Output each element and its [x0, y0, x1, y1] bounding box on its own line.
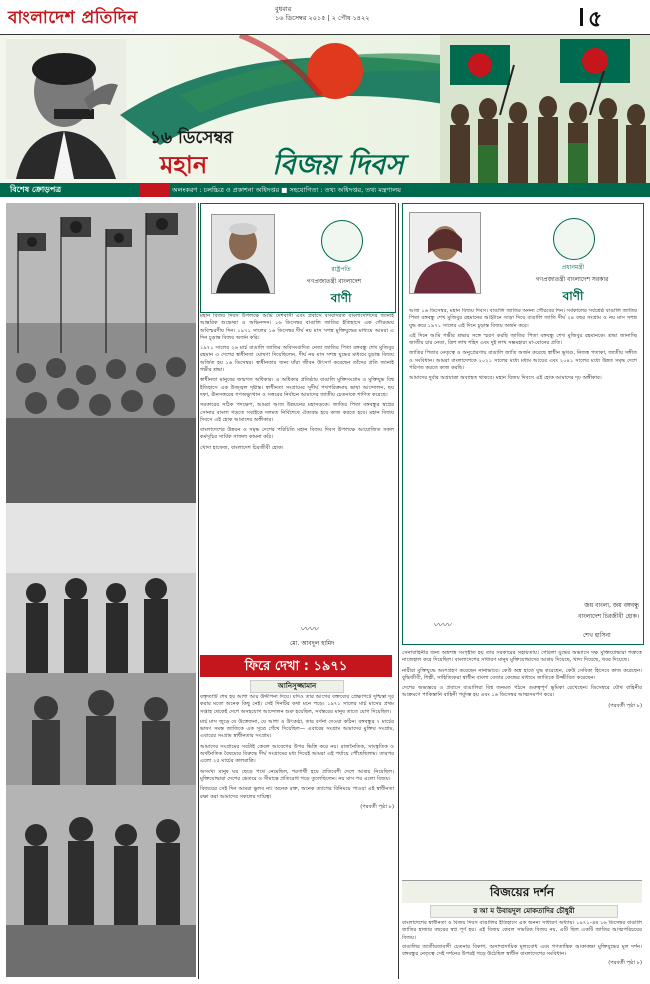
bijoyer-darshan-text	[402, 920, 642, 980]
banner-title-victory-day: বিজয় দিবস	[272, 148, 404, 181]
bijoyer-darshan-banner	[402, 880, 642, 903]
pm-para-4: আমাদের দুর্বার অগ্রযাত্রা অব্যাহত থাকবে। মহান বিজয় দিবসে এই হোক আমাদের দৃঢ় অঙ্গীকার।	[409, 375, 602, 382]
pm-portrait-graphic	[410, 213, 480, 293]
newspaper-name: বাংলাদেশ প্রতিদিন	[8, 8, 138, 28]
president-message-text	[200, 313, 394, 650]
pm-message-title: বাণী	[562, 289, 584, 303]
freedom-fighters-illustration	[440, 35, 650, 183]
president-closing: খোদা হাফেজ, বাংলাদেশ চিরজীবী হোক।	[200, 444, 284, 451]
pm-para-2: এই দিনে আমি গভীর শ্রদ্ধার সঙ্গে স্মরণ করছি জাতির পিতা বঙ্গবন্ধু শেখ মুজিবুর রহমানকে। শ্রদ্ধা জানাচ্ছি জাতীয় চার নেতা, ত্রিশ লাখ শহিদ এবং দুই লাখ সম্ভ্রমহারা মা-বোনের প্রতি।	[409, 332, 637, 347]
masthead	[0, 0, 650, 35]
special-supplement-label: বিশেষ ক্রোড়পত্র	[10, 185, 62, 194]
right-para-3: দেশের অভ্যন্তরে ও প্রবাসে বাঙালিরা বিশ্ব জনমত গঠনে গুরুত্বপূর্ণ ভূমিকা রেখেছেন। ডিসেম্বরে যৌথ বাহিনীর আক্রমণে পাকিস্তানি বাহিনী পর্যুদস্ত হয় এবং ১৬ ডিসেম্বর আত্মসমর্পণ করে।	[402, 685, 642, 699]
pm-office: প্রধানমন্ত্রী	[561, 264, 585, 271]
fighters-photo	[6, 785, 196, 977]
page-number-bar	[580, 8, 583, 26]
right-para-1: সেনাবাহিনীর জন্য অস্ত্রশস্ত্র সংগৃহীত হয় তার সরকারের সহায়তায়। গেরিলা যুদ্ধের অভ্যাসে দক্ষ মুক্তিযোদ্ধারা শত্রুকে নাজেহাল করে দিয়েছিল। বাংলাদেশের সাধারণ মানুষ মুক্তিযোদ্ধাদের আশ্রয় দিয়েছে, খাদ্য দিয়েছে, খবর দিয়েছে।	[402, 650, 642, 664]
procession-photo	[6, 503, 196, 785]
president-message-box	[200, 203, 396, 313]
president-para-2: ১৯৭১ সালের ২৬ মার্চ বাঙালি জাতির অবিসংবাদিত নেতা জাতির পিতা বঙ্গবন্ধু শেখ মুজিবুর রহমান এ দেশের স্বাধীনতা ঘোষণা দিয়েছিলেন, দীর্ঘ নয় মাস সশস্ত্র যুদ্ধের মাধ্যমে চূড়ান্ত বিজয় অর্জিত হয় ১৬ ডিসেম্বর। স্বাধীনতার জন্য যাঁরা জীবন উৎসর্গ করেছেন তাঁদের প্রতি জানাই গভীর শ্রদ্ধা।	[200, 345, 394, 374]
pm-signature-name: শেখ হাসিনা	[583, 632, 611, 639]
pm-para-1: আজ ১৬ ডিসেম্বর, মহান বিজয় দিবস। বাঙালি জাতির অনন্য গৌরবের দিন। সর্বকালের সর্বশ্রেষ্ঠ বাঙালি জাতির পিতা বঙ্গবন্ধু শেখ মুজিবুর রহমানের আহ্বানে সাড়া দিয়ে বাঙালি জাতি দীর্ঘ ২৪ বছর সংগ্রাম ও নয় মাস সশস্ত্র যুদ্ধ করে ১৯৭১ সালের এই দিনে চূড়ান্ত বিজয় অর্জন করে।	[409, 308, 637, 329]
darshan-continue: (পরবর্তী পৃষ্ঠা ৮)	[608, 960, 642, 967]
banner-title-great: মহান	[160, 151, 208, 179]
pm-country: গণপ্রজাতন্ত্রী বাংলাদেশ সরকার	[535, 276, 609, 283]
banner-date-title: ১৬ ডিসেম্বর	[150, 128, 233, 148]
right-continue: (পরবর্তী পৃষ্ঠা ৮)	[608, 702, 642, 709]
flag-rally-photo	[6, 203, 196, 503]
column-rule-2	[398, 203, 399, 979]
phire-dekha-author: আনিসুজ্জামান	[250, 680, 344, 693]
pm-photo	[409, 212, 481, 294]
victory-day-banner	[0, 35, 650, 183]
credits-label: অলংকরণ : চলচ্চিত্র ও প্রকাশনা অধিদপ্তর ■ সহযোগিতা : তথ্য অধিদপ্তর, তথ্য মন্ত্রণালয়	[172, 186, 401, 194]
bijoyer-darshan-title: বিজয়ের দর্শন	[489, 885, 555, 899]
right-para-2: নারীরা মুক্তিযুদ্ধে অংশগ্রহণ করেছেন নানাভাবে। কেউ অস্ত্র হাতে যুদ্ধ করেছেন, কেউ সেবিকা হিসেবে কাজ করেছেন। বুদ্ধিজীবী, শিল্পী, সাহিত্যিকরা স্বাধীন বাংলা বেতার কেন্দ্রের মাধ্যমে জাতিকে উজ্জীবিত করেছেন।	[402, 667, 642, 681]
phire-dekha-banner	[200, 655, 392, 677]
president-signature: 〰〰	[300, 625, 319, 635]
pm-message-text	[409, 308, 637, 598]
bar-accent	[140, 183, 170, 197]
pm-signature: 〰〰	[433, 621, 452, 631]
pm-seal-icon	[553, 218, 595, 260]
liberation-war-text	[402, 650, 642, 872]
phire-para-5: বিজয়ের সেই দিন আমরা ভুলব না। অনেক রক্ত, অনেক ত্যাগের বিনিময়ে পাওয়া এই স্বাধীনতা রক্ষা করা আমাদের সকলের দায়িত্ব।	[200, 786, 394, 800]
bangabandhu-portrait	[6, 39, 126, 179]
issue-weekday: বুধবার	[275, 5, 292, 13]
president-signature-name: মো. আবদুল হামিদ	[290, 640, 335, 647]
page-number: ৫	[588, 7, 603, 32]
president-para-4: সরকারের সঠিক পদক্ষেপ, আমরা আজ উন্নয়নের মহাসড়কে। জাতির পিতা বঙ্গবন্ধুর স্বপ্নের সোনার বাংলা গড়তে সবাইকে দলমত নির্বিশেষে ঐক্যবদ্ধ হয়ে কাজ করতে হবে। মহান বিজয় দিবসে এই হোক আমাদের অঙ্গীকার।	[200, 402, 394, 423]
bijoyer-darshan-author: র আ ম উবায়দুল মোকতাদির চৌধুরী	[430, 905, 618, 918]
column-rule-1	[198, 203, 199, 979]
phire-para-1: বক্তৃতাটি শেষ হয় আশা আর উদ্দীপনা দিয়ে। যদিও তার আগের বক্তব্যের প্রেক্ষাপটে দুশ্চিন্তা দূর করার মতো অনেক কিছু নেই। সেই দিনটির কথা মনে পড়ে। ১৯৭১ সালের মার্চ মাসের প্রথম সপ্তাহ থেকেই দেশে অসহযোগ আন্দোলন শুরু হয়েছিল, সর্বস্তরের মানুষ তাতে যোগ দিয়েছিল।	[200, 694, 394, 715]
issue-date	[275, 5, 369, 23]
president-message-title: বাণী	[330, 291, 352, 305]
president-para-3: স্বাধীনতা মানুষের জন্মগত অধিকার। এ অধিকার প্রতিষ্ঠায় বাঙালি মুক্তিসংগ্রাম ও মুক্তিযুদ্ধ বিশ্ব ইতিহাসে এক উজ্জ্বল দৃষ্টান্ত। স্বাধীনতা সংগ্রামের সুদীর্ঘ পথপরিক্রমায় ভাষা আন্দোলন, ছয় দফা, ঊনসত্তরের গণঅভ্যুত্থান ও সত্তরের নির্বাচন আমাদের জাতীয় চেতনাকে শাণিত করেছে।	[200, 377, 394, 398]
supplement-bar	[0, 183, 650, 197]
darshan-para-1: বাংলাদেশের স্বাধীনতা ও বিজয় দিবস বাঙালির ইতিহাসে এক অনন্য সাধারণ অধ্যায়। ১৯৭১-এর ১৬ ডিসেম্বর বাঙালি জাতির হাজার বছরের স্বপ্ন পূর্ণ হয়। এই বিজয় কেবল সামরিক বিজয় নয়, এটি ছিল একটি জাতির আত্মপরিচয়ের বিজয়।	[402, 920, 642, 941]
phire-continue: (পরবর্তী পৃষ্ঠা ৮)	[360, 803, 394, 810]
president-photo	[211, 214, 275, 294]
president-office: রাষ্ট্রপতি	[331, 266, 351, 273]
phire-para-4: অসংখ্য মানুষ ঘর ছেড়ে পথে নেমেছিল, শরণার্থী হয়ে প্রতিবেশী দেশে আশ্রয় নিয়েছিল। মুক্তিযোদ্ধারা দেশের ভেতরে ও সীমান্তে প্রতিরোধ গড়ে তুলেছিলেন। নয় মাস পর এলো বিজয়।	[200, 768, 394, 782]
pm-message-box	[402, 203, 644, 645]
president-portrait-graphic	[212, 215, 274, 293]
phire-para-3: আমাদের সংগ্রামের সবটাই কেবল আবেগের উপর ভিত্তি করে নয়। রাজনৈতিক, সাংস্কৃতিক ও অর্থনৈতিক বৈষম্যের বিরুদ্ধে দীর্ঘ সংগ্রামের মধ্য দিয়েই আমরা এই পর্যায়ে পৌঁছেছিলাম। তারপর এলো ২৫ মার্চের কালরাত্রি।	[200, 743, 394, 765]
pm-closing: জয় বাংলা, জয় বঙ্গবন্ধু বাংলাদেশ চিরজীবী হোক।	[578, 602, 639, 620]
president-para-5: বাংলাদেশের উন্নয়ন ও সমৃদ্ধ দেশের পরিচিতি মহান বিজয় দিবস উপলক্ষে আয়োজিত সকল কর্মসূচির সার্বিক সাফল্য কামনা করি।	[200, 427, 394, 441]
phire-dekha-title: ফিরে দেখা : ১৯৭১	[244, 659, 348, 674]
president-para-1: মহান বিজয় দিবস উপলক্ষে আমি দেশবাসী এবং প্রবাসে বসবাসরত বাংলাদেশিদের জানাই আন্তরিক শুভেচ্ছা ও অভিনন্দন। ১৬ ডিসেম্বর বাঙালি জাতির ইতিহাসে এক গৌরবময় অবিস্মরণীয় দিন। ১৯৭১ সালের ১৬ ডিসেম্বর দীর্ঘ নয় মাস সশস্ত্র মুক্তিযুদ্ধের মাধ্যমে আমরা এ দিন চূড়ান্ত বিজয় অর্জন করি।	[200, 313, 394, 341]
president-country: গণপ্রজাতন্ত্রী বাংলাদেশ	[306, 278, 362, 285]
darshan-para-2: বাঙালির জাতীয়তাবাদী চেতনার বিকাশ, অসাম্প্রদায়িক মূল্যবোধ এবং গণতান্ত্রিক আকাঙ্ক্ষা মুক্তিযুদ্ধের মূল দর্শন। বঙ্গবন্ধুর নেতৃত্বে সেই দর্শনের উপরই গড়ে উঠেছিল স্বাধীন বাংলাদেশের সংবিধান।	[402, 943, 642, 958]
phire-para-2: মার্চ মাস জুড়ে যে উত্তেজনা, যে আশা ও উৎকণ্ঠা, তার বর্ণনা দেওয়া কঠিন। বঙ্গবন্ধুর ৭ মার্চের ভাষণ সমস্ত জাতিকে এক সূত্রে গেঁথে দিয়েছিল— এবারের সংগ্রাম আমাদের মুক্তির সংগ্রাম, এবারের সংগ্রাম স্বাধীনতার সংগ্রাম।	[200, 718, 394, 740]
pm-para-3: জাতির পিতার নেতৃত্বে ও অনুপ্রেরণায় বাঙালি জাতি অর্জন করেছে স্বাধীন ভূখণ্ড, নিজস্ব পতাকা, জাতীয় সঙ্গীত ও সংবিধান। আমরা বাংলাদেশকে ২০২১ সালের মধ্যে মধ্যম আয়ের এবং ২০৪১ সালের মধ্যে উন্নত সমৃদ্ধ দেশে পরিণত করতে কাজ করছি।	[409, 350, 637, 372]
issue-date-full: ১৬ ডিসেম্বর ২০১৫ | ২ পৌষ ১৪২২	[275, 14, 370, 22]
phire-dekha-text	[200, 694, 394, 980]
president-seal-icon	[321, 220, 363, 262]
